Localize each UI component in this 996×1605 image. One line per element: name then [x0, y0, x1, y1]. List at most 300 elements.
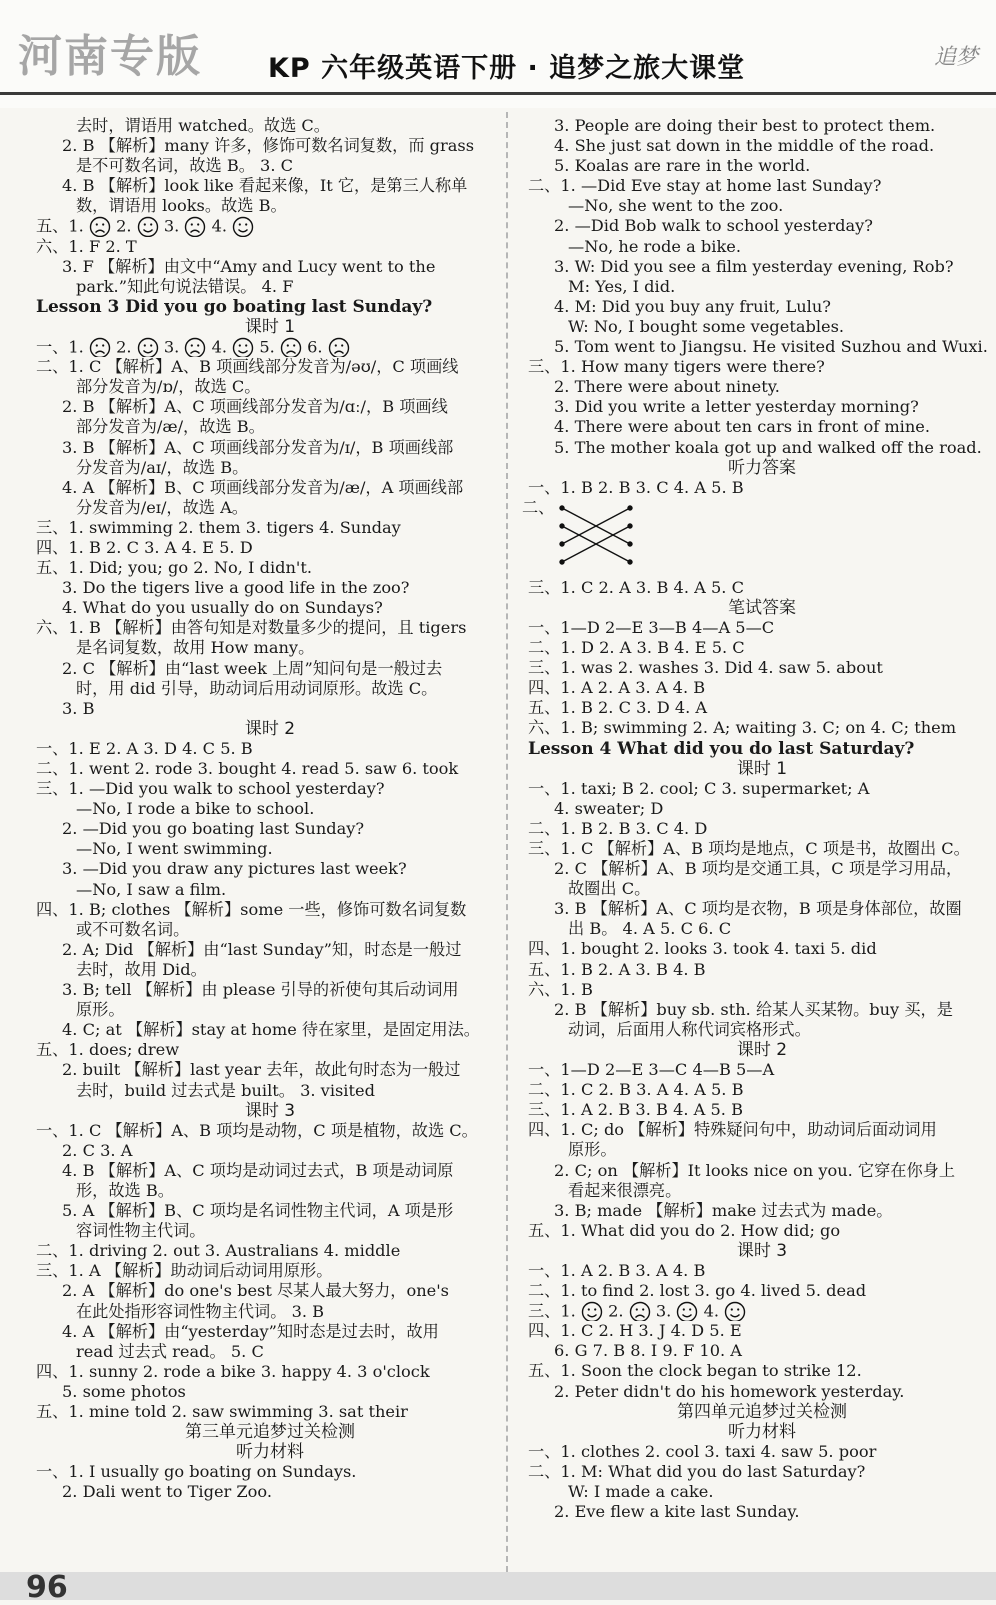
answer-line	[36, 438, 504, 458]
answer-text: 动词，后面用人称代词宾格形式。	[568, 1019, 811, 1039]
answer-text: 4. C; at 【解析】stay at home 待在家里，是固定用法。	[62, 1020, 480, 1040]
answer-line	[36, 1241, 504, 1261]
answer-text: 5. A 【解析】B、C 项均是名词性物主代词，A 项是形	[62, 1201, 454, 1221]
answer-text: 二、1. went 2. rode 3. bought 4. read 5. saw 6. took	[36, 759, 459, 778]
answer-line	[528, 698, 996, 718]
answer-line	[36, 1060, 504, 1080]
answer-line	[36, 839, 504, 859]
answer-line	[36, 1201, 504, 1221]
answer-text: 4. What do you usually do on Sundays?	[62, 598, 383, 618]
answer-line	[528, 839, 996, 859]
answer-text: 课时 2	[244, 718, 296, 739]
answer-line	[36, 498, 504, 518]
answer-line	[36, 1040, 504, 1060]
answer-text: 三、1.	[528, 1301, 576, 1321]
answer-line	[528, 176, 996, 196]
answer-text: —No, I rode a bike to school.	[76, 799, 315, 819]
section-heading	[528, 1241, 996, 1261]
answer-text: 五、1. B 2. C 3. D 4. A	[528, 698, 708, 718]
answer-text: 四、1. C 2. H 3. J 4. D 5. E	[528, 1321, 742, 1341]
answer-line	[36, 337, 504, 357]
answer-text: 3. B	[62, 698, 95, 718]
answer-text: 4. There were about ten cars in front of mine.	[554, 417, 931, 437]
answer-text: 课时 3	[244, 1100, 296, 1121]
answer-text: 五、1. What did you do 2. How did; go	[528, 1220, 841, 1240]
answer-text: 二、1. D 2. A 3. B 4. E 5. C	[528, 638, 745, 658]
answer-text: 一、1—D 2—E 3—B 4—A 5—C	[528, 617, 775, 637]
answer-line	[528, 1281, 996, 1301]
answer-text: 2. C 【解析】A、B 项均是交通工具，C 项是学习用品，	[554, 859, 963, 879]
answer-line	[528, 277, 996, 297]
item-number: 4.	[206, 337, 233, 357]
answer-line	[528, 578, 996, 598]
answer-text: Lesson 3 Did you go boating last Sunday?	[36, 296, 433, 317]
answer-line	[528, 859, 996, 879]
answer-text: 五、1. Soon the clock began to strike 12.	[528, 1361, 862, 1381]
answer-text: 故圈出 C。	[568, 879, 651, 899]
answer-text: 容词性物主代词。	[76, 1221, 206, 1241]
happy-face-icon	[232, 337, 254, 357]
item-number: 3.	[158, 337, 185, 357]
answer-text: 三、1. C 2. A 3. B 4. A 5. C	[528, 577, 744, 597]
answer-line	[36, 1281, 504, 1301]
section-heading	[36, 719, 504, 739]
answer-line	[528, 317, 996, 337]
happy-face-icon	[724, 1301, 746, 1321]
answer-text: 6. G 7. B 8. I 9. F 10. A	[554, 1341, 742, 1361]
answer-text: read 过去式 read。 5. C	[76, 1341, 264, 1361]
answer-line	[36, 1261, 504, 1281]
answer-line	[36, 659, 504, 679]
answer-text: —No, I saw a film.	[76, 879, 227, 899]
answer-text: 课时 2	[736, 1039, 788, 1060]
answer-line	[36, 257, 504, 277]
answer-text: 五、1.	[36, 216, 84, 236]
answer-text: 三、1. —Did you walk to school yesterday?	[36, 779, 385, 799]
answer-line	[528, 1161, 996, 1181]
answer-text: 4. A 【解析】B、C 项画线部分发音为/æ/，A 项画线部	[62, 477, 464, 497]
book-title: KP 六年级英语下册 · 追梦之旅大课堂	[268, 53, 746, 84]
answer-line	[528, 216, 996, 236]
answer-text: 在此处指形容词性物主代词。 3. B	[76, 1301, 325, 1321]
answer-text: 二、1. C 【解析】A、B 项画线部分发音为/əʊ/，C 项画线	[36, 357, 459, 377]
answer-text: 一、1. B 2. B 3. C 4. A 5. B	[528, 477, 744, 497]
answer-text: 笔试答案	[728, 597, 796, 618]
answer-text: 2. —Did you go boating last Sunday?	[62, 819, 365, 839]
answer-line	[528, 658, 996, 678]
answer-text: 5. Koalas are rare in the world.	[554, 156, 811, 176]
page-header	[0, 0, 996, 108]
answer-text: 3. B; made 【解析】make 过去式为 made。	[554, 1200, 893, 1220]
answer-text: 2. Dali went to Tiger Zoo.	[62, 1482, 273, 1502]
answer-line	[36, 1362, 504, 1382]
answer-line	[36, 638, 504, 658]
answer-text: 五、1. Did; you; go 2. No, I didn't.	[36, 558, 313, 578]
answer-text: 3. B 【解析】A、C 项均是衣物，B 项是身体部位，故圈	[554, 899, 962, 919]
answer-text: —No, he rode a bike.	[568, 236, 741, 256]
answer-line	[528, 1060, 996, 1080]
answer-line	[528, 357, 996, 377]
section-heading	[528, 759, 996, 779]
answer-text: 三、1. A 【解析】助动词后动词用原形。	[36, 1261, 333, 1281]
answer-line	[36, 478, 504, 498]
answer-text: 四、1. A 2. A 3. A 4. B	[528, 678, 706, 698]
answer-text: M: Yes, I did.	[568, 276, 676, 296]
answer-line	[36, 1221, 504, 1241]
section-heading	[528, 598, 996, 618]
happy-face-icon	[676, 1301, 698, 1321]
answer-text: 二、1. C 2. B 3. A 4. A 5. B	[528, 1080, 744, 1100]
answer-text: 2. B 【解析】A、C 项画线部分发音为/ɑː/，B 项画线	[62, 397, 448, 417]
section-heading	[36, 1422, 504, 1442]
answer-line	[528, 1502, 996, 1522]
answer-text: 出 B。 4. A 5. C 6. C	[568, 919, 732, 939]
answer-line	[528, 1120, 996, 1140]
answer-line	[36, 819, 504, 839]
happy-face-icon	[581, 1301, 603, 1321]
answer-text: 2. B 【解析】many 许多，修饰可数名词复数，而 grass	[62, 136, 475, 156]
answer-text: 5. Tom went to Jiangsu. He visited Suzhou and Wuxi.	[554, 337, 988, 357]
answer-line	[528, 1382, 996, 1402]
answer-line	[36, 156, 504, 176]
answer-text: 一、1. E 2. A 3. D 4. C 5. B	[36, 738, 253, 758]
answer-line	[528, 1442, 996, 1462]
answer-line	[528, 1181, 996, 1201]
answer-text: 分发音为/aɪ/，故选 B。	[76, 457, 249, 477]
answer-line	[36, 1161, 504, 1181]
answer-line	[36, 1302, 504, 1322]
answer-text: 六、1. B 【解析】由答句知是对数量多少的提问，且 tigers	[36, 618, 467, 638]
answer-line	[36, 417, 504, 437]
answer-text: 听力材料	[236, 1442, 304, 1463]
answer-line	[36, 1462, 504, 1482]
answer-text: 六、1. B; swimming 2. A; waiting 3. C; on 4. C; them	[528, 718, 957, 738]
answer-line	[528, 980, 996, 1000]
answer-line	[36, 538, 504, 558]
left-column	[36, 116, 504, 1502]
answer-text: 3. Do the tigers live a good life in the zoo?	[62, 578, 410, 598]
answer-text: 2. Peter didn't do his homework yesterday.	[554, 1381, 905, 1401]
section-heading	[36, 1442, 504, 1462]
answer-text: 六、1. F 2. T	[36, 236, 137, 256]
sad-face-icon	[89, 216, 111, 236]
lesson-title	[36, 297, 504, 317]
answer-text: 4. sweater; D	[554, 798, 664, 818]
answer-line	[36, 377, 504, 397]
answer-text: 或不可数名词。	[76, 919, 190, 939]
answer-line	[36, 679, 504, 699]
answer-text: 二、1. to find 2. lost 3. go 4. lived 5. dead	[528, 1281, 867, 1301]
item-number: 3.	[158, 216, 185, 236]
happy-face-icon	[232, 216, 254, 236]
answer-text: 原形。	[76, 1000, 125, 1020]
answer-text: 四、1. B 2. C 3. A 4. E 5. D	[36, 537, 253, 557]
answer-line	[36, 277, 504, 297]
answer-text: park.”知此句说法错误。 4. F	[76, 276, 294, 296]
answer-text: 第四单元追梦过关检测	[677, 1401, 847, 1422]
answer-line	[528, 1000, 996, 1020]
answer-text: 部分发音为/æ/，故选 B。	[76, 417, 265, 437]
answer-text: 二、1. B 2. B 3. C 4. D	[528, 818, 708, 838]
answer-text: 2. C 【解析】由“last week 上周”知问句是一般过去	[62, 658, 443, 678]
section-heading	[36, 1101, 504, 1121]
answer-text: 五、1. does; drew	[36, 1040, 180, 1060]
answer-line	[36, 1081, 504, 1101]
matching-lines-diagram	[550, 498, 640, 578]
answer-line	[36, 739, 504, 759]
item-number: 6.	[301, 337, 328, 357]
answer-line	[36, 176, 504, 196]
answer-text: 2. Eve flew a kite last Sunday.	[554, 1502, 800, 1522]
answer-text: 五、1. mine told 2. saw swimming 3. sat their	[36, 1402, 408, 1421]
answer-text: 三、1. was 2. washes 3. Did 4. saw 5. about	[528, 658, 883, 678]
answer-line	[528, 1261, 996, 1281]
answer-line	[528, 939, 996, 959]
answer-line	[36, 1020, 504, 1040]
answer-text: 5. The mother koala got up and walked off the road.	[554, 437, 982, 457]
answer-text: 时，用 did 引导，助动词后用动词原形。故选 C。	[76, 678, 438, 698]
answer-text: 4. B 【解析】look like 看起来像，It 它，是第三人称单	[62, 176, 468, 196]
happy-face-icon	[137, 337, 159, 357]
answer-line	[36, 196, 504, 216]
answer-line	[528, 116, 996, 136]
answer-line	[36, 458, 504, 478]
happy-face-icon	[137, 216, 159, 236]
column-divider	[506, 112, 508, 1582]
answer-line	[36, 799, 504, 819]
answer-line	[528, 899, 996, 919]
answer-text: 听力答案	[728, 457, 796, 478]
item-number: 2.	[110, 337, 137, 357]
answer-line	[528, 638, 996, 658]
answer-line	[36, 1141, 504, 1161]
answer-text: 二、1. —Did Eve stay at home last Sunday?	[528, 176, 882, 196]
answer-line	[36, 558, 504, 578]
answer-text: —No, she went to the zoo.	[568, 196, 784, 216]
page-number: 96	[26, 1570, 68, 1605]
answer-line	[36, 237, 504, 257]
sad-face-icon	[184, 216, 206, 236]
answer-line	[528, 237, 996, 257]
answer-line	[36, 1342, 504, 1362]
answer-text: 四、1. sunny 2. rode a bike 3. happy 4. 3 o'clock	[36, 1361, 430, 1381]
answer-line	[528, 1341, 996, 1361]
answer-text: 3. People are doing their best to protect them.	[554, 116, 936, 135]
answer-line	[36, 960, 504, 980]
answer-text: 部分发音为/ɒ/，故选 C。	[76, 377, 261, 397]
answer-text: 一、1. I usually go boating on Sundays.	[36, 1462, 357, 1482]
answer-text: 一、1. taxi; B 2. cool; C 3. supermarket; A	[528, 778, 870, 798]
answer-line	[528, 1482, 996, 1502]
answer-line	[36, 1121, 504, 1141]
answer-text: 课时 1	[244, 316, 296, 337]
answer-line	[528, 1100, 996, 1120]
answer-text: 三、1. swimming 2. them 3. tigers 4. Sunday	[36, 517, 401, 537]
answer-text: 2. A 【解析】do one's best 尽某人最大努力，one's	[62, 1281, 449, 1301]
answer-line	[528, 377, 996, 397]
sad-face-icon	[89, 337, 111, 357]
right-column	[522, 116, 996, 1522]
answer-line	[36, 940, 504, 960]
answer-text: 四、1. bought 2. looks 3. took 4. taxi 5. did	[528, 939, 877, 959]
answer-line	[36, 397, 504, 417]
answer-line	[36, 136, 504, 156]
answer-text: 一、1.	[36, 337, 84, 357]
answer-line	[36, 1382, 504, 1402]
answer-text: 原形。	[568, 1140, 617, 1160]
answer-line	[528, 1301, 996, 1321]
answer-line	[528, 879, 996, 899]
answer-line	[528, 799, 996, 819]
answer-line	[528, 779, 996, 799]
answer-line	[528, 438, 996, 458]
answer-text: 3. Did you write a letter yesterday morning?	[554, 397, 919, 417]
item-number: 4.	[698, 1301, 725, 1321]
section-heading	[36, 317, 504, 337]
answer-line	[528, 819, 996, 839]
answer-text: W: No, I bought some vegetables.	[568, 316, 845, 336]
answer-line	[528, 196, 996, 216]
answer-line	[528, 1321, 996, 1341]
sad-face-icon	[328, 337, 350, 357]
answer-text: 二、1. driving 2. out 3. Australians 4. middle	[36, 1241, 401, 1261]
answer-text: 听力材料	[728, 1421, 796, 1442]
answer-text: 4. M: Did you buy any fruit, Lulu?	[554, 296, 831, 316]
answer-line	[36, 859, 504, 879]
answer-line	[36, 900, 504, 920]
answer-line	[36, 880, 504, 900]
answer-text: 去时，build 过去式是 built。 3. visited	[76, 1080, 375, 1100]
answer-line	[528, 337, 996, 357]
answer-line	[528, 960, 996, 980]
answer-line	[36, 779, 504, 799]
answer-line	[36, 116, 504, 136]
answer-text: 3. B 【解析】A、C 项画线部分发音为/ɪ/，B 项画线部	[62, 437, 454, 457]
answer-text: 2. C; on 【解析】It looks nice on you. 它穿在你身上	[554, 1160, 956, 1180]
header-rule	[0, 92, 996, 95]
answer-text: 是不可数名词，故选 B。 3. C	[76, 156, 294, 176]
section-label: 二、	[522, 497, 555, 517]
answer-text: 去时，故用 Did。	[76, 959, 207, 979]
answer-text: 2. There were about ninety.	[554, 377, 780, 397]
lesson-title	[528, 739, 996, 759]
matching-answer	[522, 497, 996, 578]
section-heading	[528, 1422, 996, 1442]
item-number: 3.	[650, 1301, 677, 1321]
answer-line	[528, 297, 996, 317]
answer-line	[36, 1402, 504, 1422]
answer-text: 2. B 【解析】buy sb. sth. 给某人买某物。buy 买，是	[554, 999, 953, 1019]
item-number: 5.	[254, 337, 280, 357]
answer-text: 3. —Did you draw any pictures last week?	[62, 859, 407, 879]
answer-text: 2. C 3. A	[62, 1140, 133, 1160]
answer-text: 形，故选 B。	[76, 1180, 174, 1200]
answer-line	[528, 1140, 996, 1160]
answer-text: 2. A; Did 【解析】由“last Sunday”知，时态是一般过	[62, 939, 462, 959]
answer-line	[36, 1322, 504, 1342]
answer-text: 3. F 【解析】由文中“Amy and Lucy went to the	[62, 256, 436, 276]
sad-face-icon	[280, 337, 302, 357]
answer-line	[528, 478, 996, 498]
answer-line	[36, 598, 504, 618]
answer-text: 是名词复数，故用 How many。	[76, 638, 315, 658]
answer-text: 五、1. B 2. A 3. B 4. B	[528, 959, 706, 979]
answer-line	[36, 1000, 504, 1020]
answer-text: 2. built 【解析】last year 去年，故此句时态为一般过	[62, 1060, 461, 1080]
answer-line	[528, 1080, 996, 1100]
answer-text: 3. B; tell 【解析】由 please 引导的祈使句其后动词用	[62, 980, 459, 1000]
answer-line	[528, 1462, 996, 1482]
answer-line	[528, 618, 996, 638]
answer-line	[528, 136, 996, 156]
answer-text: 第三单元追梦过关检测	[185, 1422, 355, 1443]
answer-text: 一、1—D 2—E 3—C 4—B 5—A	[528, 1060, 775, 1080]
answer-text: 一、1. clothes 2. cool 3. taxi 4. saw 5. poor	[528, 1441, 877, 1461]
answer-text: 4. She just sat down in the middle of the road.	[554, 136, 935, 156]
answer-text: 四、1. C; do 【解析】特殊疑问句中，助动词后面动词用	[528, 1120, 937, 1140]
item-number: 4.	[206, 216, 233, 236]
answer-text: 课时 1	[736, 758, 788, 779]
answer-text: 去时，谓语用 watched。故选 C。	[76, 116, 330, 135]
answer-line	[528, 919, 996, 939]
page-footer	[0, 1572, 996, 1600]
answer-line	[36, 759, 504, 779]
answer-line	[36, 699, 504, 719]
answer-line	[36, 518, 504, 538]
answer-line	[528, 156, 996, 176]
answer-line	[36, 618, 504, 638]
answer-text: 看起来很漂亮。	[568, 1180, 682, 1200]
answer-text: 5. some photos	[62, 1381, 186, 1401]
section-heading	[528, 1040, 996, 1060]
answer-line	[528, 257, 996, 277]
answer-line	[528, 1020, 996, 1040]
section-heading	[528, 458, 996, 478]
answer-text: Lesson 4 What did you do last Saturday?	[528, 738, 915, 759]
item-number: 2.	[110, 216, 137, 236]
answer-line	[36, 1181, 504, 1201]
answer-text: 2. —Did Bob walk to school yesterday?	[554, 216, 873, 236]
answer-line	[36, 578, 504, 598]
answer-line	[36, 980, 504, 1000]
answer-line	[36, 1482, 504, 1502]
answer-text: 一、1. C 【解析】A、B 项均是动物，C 项是植物，故选 C。	[36, 1120, 478, 1140]
answer-line	[528, 1201, 996, 1221]
answer-text: 一、1. A 2. B 3. A 4. B	[528, 1260, 706, 1280]
answer-line	[36, 920, 504, 940]
answer-text: 分发音为/eɪ/，故选 A。	[76, 497, 248, 517]
answer-line	[528, 678, 996, 698]
answer-line	[528, 417, 996, 437]
answer-text: 三、1. How many tigers were there?	[528, 357, 825, 377]
item-number: 2.	[602, 1301, 629, 1321]
answer-text: —No, I went swimming.	[76, 839, 273, 859]
answer-text: 二、1. M: What did you do last Saturday?	[528, 1461, 866, 1481]
answer-text: W: I made a cake.	[568, 1482, 714, 1501]
answer-line	[36, 357, 504, 377]
sad-face-icon	[629, 1301, 651, 1321]
answer-text: 数，谓语用 looks。故选 B。	[76, 196, 287, 216]
edition-brand: 河南专版	[18, 31, 202, 82]
sad-face-icon	[184, 337, 206, 357]
answer-line	[528, 718, 996, 738]
answer-text: 六、1. B	[528, 979, 593, 999]
answer-text: 四、1. B; clothes 【解析】some 一些，修饰可数名词复数	[36, 899, 467, 919]
answer-text: 4. A 【解析】由“yesterday”知时态是过去时，故用	[62, 1321, 439, 1341]
series-logo: 追梦	[934, 45, 979, 70]
answer-text: 三、1. A 2. B 3. B 4. A 5. B	[528, 1100, 743, 1120]
answer-text: 4. B 【解析】A、C 项均是动词过去式，B 项是动词原	[62, 1160, 454, 1180]
